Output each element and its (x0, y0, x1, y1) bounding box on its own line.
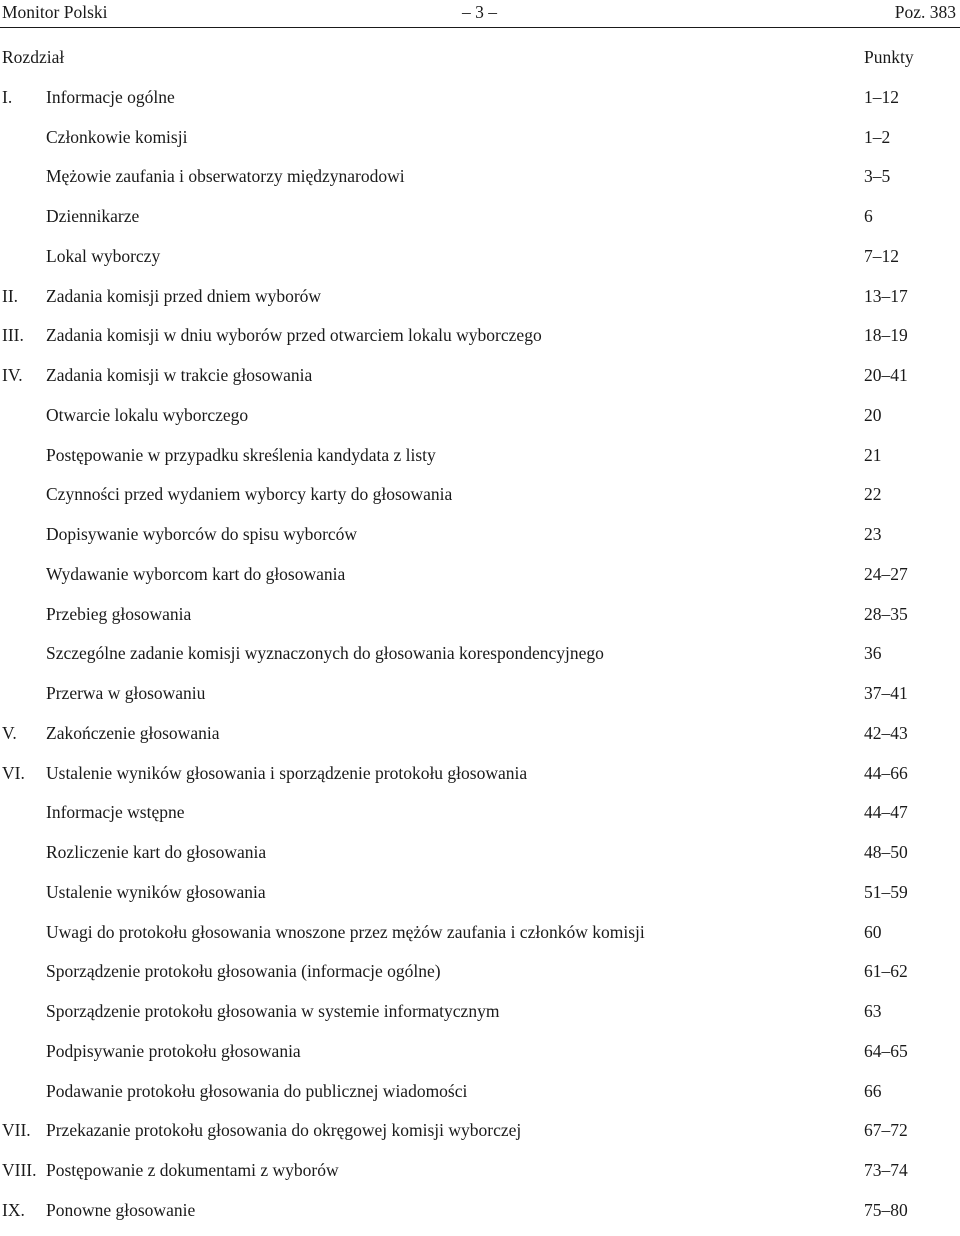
entry-points: 1–12 (864, 86, 899, 107)
page-header (0, 0, 960, 30)
toc-subsection-row (0, 838, 960, 878)
entry-title: Szczególne zadanie komisji wyznaczonych do głosowania korespondencyjnego (46, 643, 604, 664)
entry-points: 63 (864, 1001, 882, 1021)
toc-subsection-row (0, 997, 960, 1037)
toc-subsection-row (0, 123, 960, 163)
toc-chapter-row (0, 282, 960, 322)
entry-points: 42–43 (864, 722, 908, 743)
publication-title: Monitor Polski (2, 2, 108, 22)
entry-points: 24–27 (864, 563, 908, 584)
entry-title: Otwarcie lokalu wyborczego (46, 404, 249, 425)
toc-chapter-row (0, 759, 960, 799)
chapter-number: III. (2, 325, 24, 346)
entry-title: Sporządzenie protokołu głosowania (informacje ogólne) (46, 961, 441, 982)
entry-title: Zadania komisji w dniu wyborów przed otwarciem lokalu wyborczego (46, 325, 542, 346)
toc-subsection-row (0, 401, 960, 441)
entry-points: 23 (864, 524, 882, 544)
entry-points: 73–74 (864, 1160, 908, 1180)
header-rule (0, 27, 960, 28)
entry-points: 13–17 (864, 285, 908, 306)
entry-points: 20–41 (864, 365, 908, 385)
position-number: Poz. 383 (894, 2, 956, 22)
entry-title: Podpisywanie protokołu głosowania (46, 1040, 301, 1061)
entry-title: Dziennikarze (46, 206, 140, 226)
entry-points: 61–62 (864, 961, 908, 982)
entry-title: Zadania komisji przed dniem wyborów (46, 285, 322, 306)
entry-title: Informacje ogólne (46, 86, 175, 107)
chapter-number: IX. (2, 1199, 25, 1220)
toc-subsection-row (0, 957, 960, 997)
toc-subsection-row (0, 480, 960, 520)
entry-title: Wydawanie wyborcom kart do głosowania (46, 563, 346, 584)
entry-points: 48–50 (864, 842, 908, 862)
entry-title: Czynności przed wydaniem wyborcy karty do głosowania (46, 484, 453, 505)
chapter-number: II. (2, 285, 19, 306)
chapter-number: I. (2, 86, 13, 107)
entry-points: 67–72 (864, 1120, 908, 1141)
toc-subsection-row (0, 878, 960, 918)
entry-points: 7–12 (864, 245, 899, 266)
toc-chapter-row (0, 1156, 960, 1196)
entry-points: 44–47 (864, 802, 908, 823)
entry-title: Lokal wyborczy (46, 245, 161, 266)
toc-subsection-row (0, 202, 960, 242)
entry-title: Mężowie zaufania i obserwatorzy międzynarodowi (46, 166, 405, 187)
column-header-points: Punkty (864, 47, 914, 67)
entry-title: Ustalenie wyników głosowania (46, 881, 266, 902)
entry-title: Przekazanie protokołu głosowania do okręgowej komisji wyborczej (46, 1120, 522, 1141)
entry-title: Przebieg głosowania (46, 603, 192, 624)
chapter-number: VII. (2, 1120, 31, 1141)
chapter-number: IV. (2, 365, 23, 385)
toc-subsection-row (0, 639, 960, 679)
entry-title: Sporządzenie protokołu głosowania w systemie informatycznym (46, 1001, 500, 1021)
toc-subsection-row (0, 1037, 960, 1077)
entry-points: 20 (864, 404, 882, 425)
entry-title: Zadania komisji w trakcie głosowania (46, 365, 313, 385)
entry-points: 18–19 (864, 325, 908, 346)
entry-points: 66 (864, 1080, 882, 1101)
entry-title: Członkowie komisji (46, 126, 188, 147)
entry-points: 6 (864, 206, 873, 226)
entry-points: 3–5 (864, 166, 891, 187)
toc-subsection-row (0, 1077, 960, 1117)
entry-title: Zakończenie głosowania (46, 722, 220, 743)
entry-points: 21 (864, 444, 882, 465)
entry-title: Przerwa w głosowaniu (46, 683, 206, 703)
chapter-number: V. (2, 722, 17, 743)
entry-points: 28–35 (864, 603, 908, 624)
entry-points: 36 (864, 643, 882, 664)
toc-subsection-row (0, 600, 960, 640)
entry-points: 44–66 (864, 762, 908, 783)
entry-title: Uwagi do protokołu głosowania wnoszone przez mężów zaufania i członków komisji (46, 921, 645, 942)
column-header-section: Rozdział (2, 47, 65, 67)
table-of-contents (0, 43, 960, 1236)
chapter-number: VI. (2, 762, 25, 783)
toc-subsection-row (0, 560, 960, 600)
toc-subsection-row (0, 918, 960, 958)
toc-subsection-row (0, 162, 960, 202)
toc-subsection-row (0, 242, 960, 282)
entry-points: 51–59 (864, 881, 908, 902)
toc-subsection-row (0, 679, 960, 719)
entry-points: 64–65 (864, 1040, 908, 1061)
entry-points: 60 (864, 921, 882, 942)
entry-title: Informacje wstępne (46, 802, 185, 823)
toc-chapter-row (0, 361, 960, 401)
toc-subsection-row (0, 520, 960, 560)
entry-title: Podawanie protokołu głosowania do publicznej wiadomości (46, 1080, 468, 1101)
toc-column-headers (0, 43, 960, 83)
toc-chapter-row (0, 719, 960, 759)
entry-title: Rozliczenie kart do głosowania (46, 842, 267, 862)
toc-subsection-row (0, 798, 960, 838)
entry-title: Ustalenie wyników głosowania i sporządzenie protokołu głosowania (46, 762, 528, 783)
entry-title: Postępowanie w przypadku skreślenia kandydata z listy (46, 444, 436, 465)
entry-points: 37–41 (864, 683, 908, 703)
toc-chapter-row (0, 321, 960, 361)
entry-title: Dopisywanie wyborców do spisu wyborców (46, 524, 358, 544)
entry-title: Ponowne głosowanie (46, 1199, 196, 1220)
entry-points: 75–80 (864, 1199, 908, 1220)
chapter-number: VIII. (2, 1160, 37, 1180)
entry-title: Postępowanie z dokumentami z wyborów (46, 1160, 339, 1180)
page-number: – 3 – (462, 2, 497, 22)
entry-points: 22 (864, 484, 882, 505)
toc-chapter-row (0, 1196, 960, 1236)
toc-chapter-row (0, 1116, 960, 1156)
entry-points: 1–2 (864, 126, 891, 147)
toc-rows (0, 83, 960, 1236)
toc-chapter-row (0, 83, 960, 123)
toc-subsection-row (0, 441, 960, 481)
